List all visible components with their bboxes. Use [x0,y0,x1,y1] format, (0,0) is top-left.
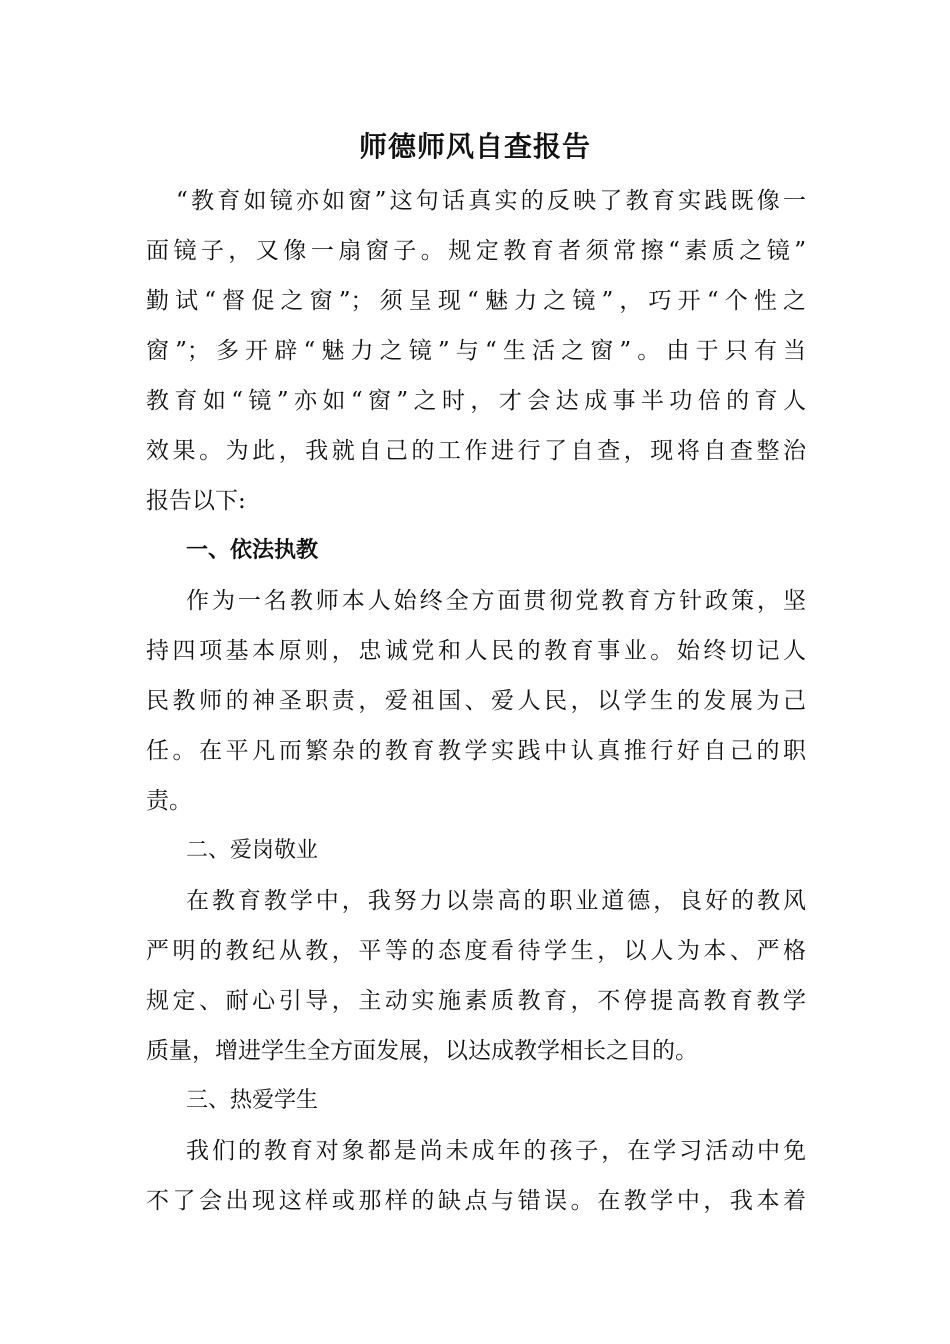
section-line: 民教师的神圣职责，爱祖国、爱人民，以学生的发展为己 [146,688,806,714]
intro-line: 教育如“镜”亦如“窗”之时，才会达成事半功倍的育人 [146,388,806,414]
intro-line: 勤试“督促之窗”；须呈现“魅力之镜”，巧开“个性之 [146,288,806,314]
document-body [146,176,806,1226]
section-line: 持四项基本原则，忠诚党和人民的教育事业。始终切记人 [146,638,806,664]
section-line: 规定、耐心引导，主动实施素质教育，不停提高教育教学 [146,988,806,1014]
section-line: 我们的教育对象都是尚未成年的孩子，在学习活动中免 [186,1138,806,1164]
section-line: 在教育教学中，我努力以崇高的职业道德，良好的教风 [186,888,806,914]
section-heading: 三、热爱学生 [186,1088,319,1113]
intro-line: “教育如镜亦如窗”这句话真实的反映了教育实践既像一 [176,188,806,214]
section-line: 严明的教纪从教，平等的态度看待学生，以人为本、严格 [146,938,806,964]
section-1 [146,526,806,826]
section-2 [146,826,806,1076]
section-line: 不了会出现这样或那样的缺点与错误。在教学中，我本着 [146,1188,806,1214]
intro-line: 面镜子，又像一扇窗子。规定教育者须常擦“素质之镜” [146,238,806,264]
section-heading: 二、爱岗敬业 [186,838,319,863]
section-heading: 一、依法执教 [186,538,319,563]
section-line: 责。 [146,788,192,814]
section-line: 任。在平凡而繁杂的教育教学实践中认真推行好自己的职 [146,738,806,764]
section-line: 作为一名教师本人始终全方面贯彻党教育方针政策，坚 [186,588,806,614]
intro-line: 窗”；多开辟“魅力之镜”与“生活之窗”。由于只有当 [146,338,806,364]
intro-line: 报告以下: [146,488,246,514]
document-title: 师德师风自查报告 [358,130,591,163]
section-line: 质量，增进学生全方面发展，以达成教学相长之目的。 [146,1038,698,1064]
intro-line: 效果。为此，我就自己的工作进行了自查，现将自查整治 [146,438,806,464]
intro-paragraph [146,176,806,526]
section-3 [146,1076,806,1226]
